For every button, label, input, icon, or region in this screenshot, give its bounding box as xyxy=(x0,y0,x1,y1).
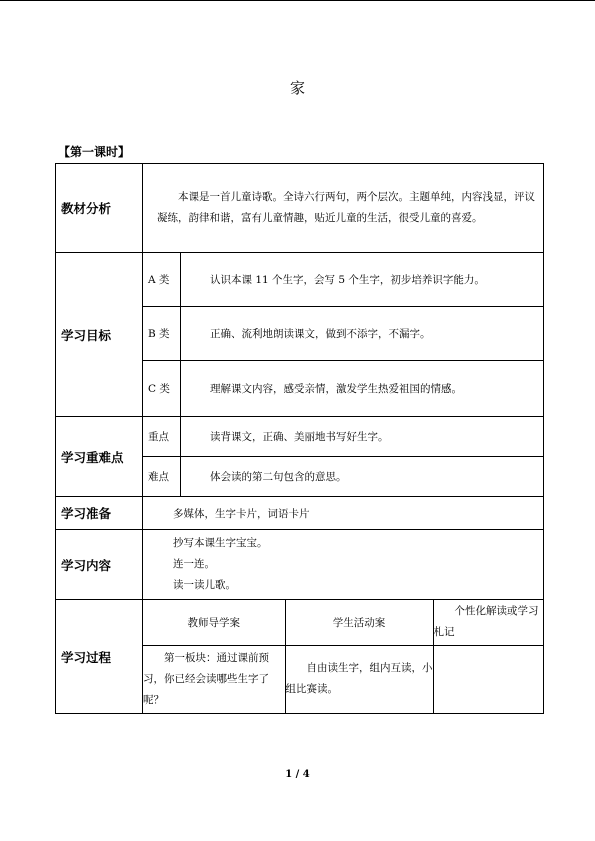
key-row xyxy=(56,417,544,457)
lesson-plan-table xyxy=(55,163,544,714)
key-text: 体会读的第二句包含的意思。 xyxy=(181,457,544,497)
student-activity: 自由读生字，组内互读，小组比赛读。 xyxy=(285,645,433,713)
content-line: 读一读儿歌。 xyxy=(173,579,236,591)
process-header: 学生活动案 xyxy=(285,600,433,645)
prep-text: 多媒体，生字卡片，词语卡片 xyxy=(143,497,544,530)
row-label-goals: 学习目标 xyxy=(56,253,143,417)
process-body-row xyxy=(143,645,543,713)
row-label-process: 学习过程 xyxy=(56,600,143,714)
process-table xyxy=(143,600,543,713)
content-row xyxy=(56,530,544,600)
top-rule xyxy=(0,0,595,1)
goal-tag: A 类 xyxy=(143,253,181,307)
process-header: 个性化解读或学习札记 xyxy=(433,600,543,645)
personal-notes xyxy=(433,645,543,713)
key-text: 读背课文，正确、美丽地书写好生字。 xyxy=(181,417,544,457)
key-tag: 重点 xyxy=(143,417,181,457)
row-label-content: 学习内容 xyxy=(56,530,143,600)
teacher-plan: 第一板块：通过课前预习，你已经会读哪些生字了呢？ xyxy=(143,651,269,706)
process-header-row xyxy=(143,600,543,645)
analysis-row xyxy=(56,164,544,253)
goal-text: 理解课文内容，感受亲情，激发学生热爱祖国的情感。 xyxy=(181,361,544,417)
row-label-analysis: 教材分析 xyxy=(56,164,143,253)
process-cell xyxy=(143,600,544,714)
goal-text: 正确、流利地朗读课文，做到不添字，不漏字。 xyxy=(181,307,544,361)
goal-tag: C 类 xyxy=(143,361,181,417)
analysis-text: 本课是一首儿童诗歌。全诗六行两句，两个层次。主题单纯，内容浅显，评议凝练，韵律和谐，富有儿童情趣，贴近儿童的生活，很受儿童的喜爱。 xyxy=(143,164,544,253)
goal-text: 认识本课 11 个生字，会写 5 个生字，初步培养识字能力。 xyxy=(181,253,544,307)
content-line: 连一连。 xyxy=(173,558,215,570)
row-label-prep: 学习准备 xyxy=(56,497,143,530)
content-line: 抄写本课生字宝宝。 xyxy=(173,537,268,549)
goal-row xyxy=(56,253,544,307)
goal-tag: B 类 xyxy=(143,307,181,361)
page-number: 1 / 4 xyxy=(285,769,310,780)
process-header: 教师导学案 xyxy=(187,616,240,629)
section-heading: 【第一课时】 xyxy=(58,145,131,159)
content-lines xyxy=(143,530,544,600)
page-title: 家 xyxy=(289,79,305,97)
row-label-key: 学习重难点 xyxy=(56,417,143,497)
prep-row xyxy=(56,497,544,530)
process-row xyxy=(56,600,544,714)
key-tag: 难点 xyxy=(143,457,181,497)
